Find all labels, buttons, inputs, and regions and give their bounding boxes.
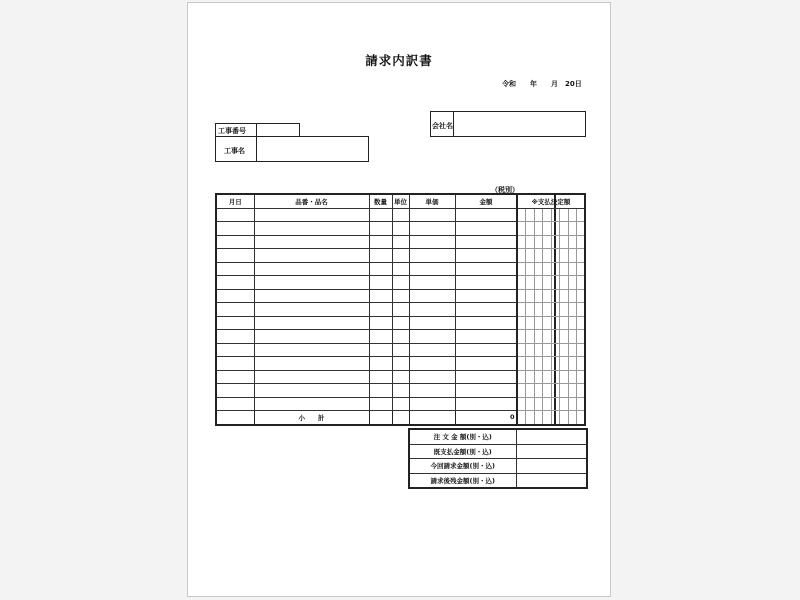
- approval-cell[interactable]: [551, 397, 560, 411]
- approval-cell[interactable]: [560, 370, 569, 384]
- table-row: [216, 249, 555, 263]
- approval-cell[interactable]: [526, 276, 535, 290]
- approval-cell[interactable]: [551, 411, 560, 425]
- approval-cell[interactable]: [517, 357, 526, 371]
- approval-cell[interactable]: [560, 303, 569, 317]
- approval-cell[interactable]: [534, 262, 543, 276]
- approval-cell[interactable]: [551, 303, 560, 317]
- cell-item-name[interactable]: [254, 222, 369, 236]
- approval-cell[interactable]: [534, 235, 543, 249]
- approval-cell[interactable]: [551, 330, 560, 344]
- approval-cell[interactable]: [568, 330, 577, 344]
- table-row: [216, 222, 555, 236]
- summary-row: [409, 459, 587, 474]
- cell-unit-price[interactable]: [409, 276, 455, 290]
- cell-item-name[interactable]: [254, 343, 369, 357]
- approval-cell[interactable]: [560, 316, 569, 330]
- cell-unit[interactable]: [392, 384, 409, 398]
- approval-cell[interactable]: [560, 330, 569, 344]
- approval-cell[interactable]: [577, 384, 586, 398]
- cell-quantity[interactable]: [369, 384, 392, 398]
- approval-cell[interactable]: [577, 208, 586, 222]
- summary-value[interactable]: [516, 444, 587, 459]
- approval-cell[interactable]: [517, 330, 526, 344]
- cell-unit[interactable]: [392, 303, 409, 317]
- cell-unit[interactable]: [392, 235, 409, 249]
- cell-unit-price[interactable]: [409, 343, 455, 357]
- cell-amount[interactable]: [455, 370, 517, 384]
- approval-cell[interactable]: [534, 316, 543, 330]
- job-number-field[interactable]: [258, 125, 297, 136]
- cell-date[interactable]: [216, 262, 254, 276]
- job-number-label: 工事番号: [218, 127, 246, 135]
- approval-row: [517, 276, 585, 290]
- cell-quantity[interactable]: [369, 316, 392, 330]
- approval-cell[interactable]: [551, 249, 560, 263]
- cell-unit[interactable]: [392, 208, 409, 222]
- approval-cell[interactable]: [551, 343, 560, 357]
- approval-cell[interactable]: [560, 411, 569, 425]
- cell-quantity[interactable]: [369, 330, 392, 344]
- cell-item-name[interactable]: [254, 384, 369, 398]
- cell-amount[interactable]: [455, 343, 517, 357]
- approval-cell[interactable]: [543, 222, 552, 236]
- approval-cell[interactable]: [526, 303, 535, 317]
- cell-item-name[interactable]: [254, 276, 369, 290]
- approval-cell[interactable]: [517, 262, 526, 276]
- approval-cell[interactable]: [577, 397, 586, 411]
- approval-header: ※支払決定額: [517, 194, 585, 208]
- approval-cell[interactable]: [526, 384, 535, 398]
- cell-quantity[interactable]: [369, 303, 392, 317]
- approval-cell[interactable]: [534, 330, 543, 344]
- cell-item-name[interactable]: [254, 316, 369, 330]
- approval-row: [517, 303, 585, 317]
- approval-row: [517, 330, 585, 344]
- table-row: [216, 316, 555, 330]
- cell-amount[interactable]: [455, 208, 517, 222]
- cell-item-name[interactable]: [254, 235, 369, 249]
- cell-quantity[interactable]: [369, 208, 392, 222]
- approval-cell[interactable]: [526, 289, 535, 303]
- approval-row: [517, 262, 585, 276]
- cell-unit-price[interactable]: [409, 357, 455, 371]
- table-row: [216, 330, 555, 344]
- cell-unit-price[interactable]: [409, 330, 455, 344]
- summary-label: 注 文 金 額(別・込): [409, 429, 516, 444]
- cell-unit-price[interactable]: [409, 262, 455, 276]
- header-unit-price: 単価: [409, 194, 455, 208]
- subtotal-value: 0: [455, 411, 517, 425]
- cell-amount[interactable]: [455, 316, 517, 330]
- cell-date[interactable]: [216, 316, 254, 330]
- approval-cell[interactable]: [551, 262, 560, 276]
- approval-cell[interactable]: [560, 276, 569, 290]
- cell-unit[interactable]: [392, 343, 409, 357]
- cell-unit-price[interactable]: [409, 222, 455, 236]
- approval-cell[interactable]: [551, 357, 560, 371]
- approval-cell[interactable]: [577, 289, 586, 303]
- cell-quantity[interactable]: [369, 276, 392, 290]
- cell-date[interactable]: [216, 370, 254, 384]
- cell-amount[interactable]: [455, 276, 517, 290]
- approval-cell[interactable]: [526, 249, 535, 263]
- approval-cell[interactable]: [568, 343, 577, 357]
- cell-date[interactable]: [216, 330, 254, 344]
- approval-cell[interactable]: [577, 262, 586, 276]
- cell-amount[interactable]: [455, 384, 517, 398]
- approval-cell[interactable]: [568, 249, 577, 263]
- approval-cell[interactable]: [577, 222, 586, 236]
- cell-unit[interactable]: [392, 316, 409, 330]
- approval-cell[interactable]: [534, 249, 543, 263]
- cell-amount[interactable]: [455, 397, 517, 411]
- cell-unit[interactable]: [392, 397, 409, 411]
- cell-amount[interactable]: [455, 249, 517, 263]
- approval-cell[interactable]: [517, 208, 526, 222]
- cell-unit-price[interactable]: [409, 208, 455, 222]
- summary-value[interactable]: [516, 429, 587, 444]
- approval-cell[interactable]: [526, 397, 535, 411]
- approval-cell[interactable]: [517, 276, 526, 290]
- cell-unit-price[interactable]: [409, 397, 455, 411]
- table-row: [216, 357, 555, 371]
- cell-quantity[interactable]: [369, 235, 392, 249]
- cell-item-name[interactable]: [254, 397, 369, 411]
- document-title: 請求内訳書: [365, 53, 433, 68]
- cell-date[interactable]: [216, 208, 254, 222]
- cell-amount[interactable]: [455, 222, 517, 236]
- approval-cell[interactable]: [577, 330, 586, 344]
- table-row: [216, 262, 555, 276]
- approval-cell[interactable]: [568, 235, 577, 249]
- approval-cell[interactable]: [517, 384, 526, 398]
- approval-cell[interactable]: [517, 316, 526, 330]
- approval-cell[interactable]: [517, 249, 526, 263]
- approval-cell[interactable]: [534, 289, 543, 303]
- approval-cell[interactable]: [534, 357, 543, 371]
- company-field[interactable]: [455, 114, 583, 134]
- approval-cell[interactable]: [526, 208, 535, 222]
- cell-item-name[interactable]: [254, 303, 369, 317]
- approval-cell[interactable]: [543, 357, 552, 371]
- approval-cell[interactable]: [560, 222, 569, 236]
- approval-cell[interactable]: [543, 370, 552, 384]
- approval-cell[interactable]: [551, 384, 560, 398]
- approval-row: [517, 222, 585, 236]
- approval-cell[interactable]: [543, 289, 552, 303]
- approval-cell[interactable]: [543, 397, 552, 411]
- approval-cell[interactable]: [551, 235, 560, 249]
- subtotal-label: 小 計: [254, 411, 369, 425]
- approval-cell[interactable]: [577, 303, 586, 317]
- approval-cell[interactable]: [534, 370, 543, 384]
- approval-cell[interactable]: [543, 262, 552, 276]
- approval-cell[interactable]: [517, 411, 526, 425]
- approval-cell[interactable]: [526, 370, 535, 384]
- cell-unit[interactable]: [392, 222, 409, 236]
- approval-cell[interactable]: [526, 222, 535, 236]
- approval-cell[interactable]: [526, 316, 535, 330]
- cell-item-name[interactable]: [254, 208, 369, 222]
- tax-note: （税別）: [491, 186, 519, 194]
- approval-cell[interactable]: [560, 397, 569, 411]
- cell-unit[interactable]: [392, 357, 409, 371]
- approval-row: [517, 343, 585, 357]
- approval-cell[interactable]: [526, 330, 535, 344]
- cell-unit-price[interactable]: [409, 316, 455, 330]
- header-date: 月日: [216, 194, 254, 208]
- approval-cell[interactable]: [517, 289, 526, 303]
- cell-unit-price[interactable]: [409, 384, 455, 398]
- approval-row: [517, 370, 585, 384]
- cell-amount[interactable]: [455, 289, 517, 303]
- approval-cell[interactable]: [568, 208, 577, 222]
- cell-quantity[interactable]: [369, 370, 392, 384]
- cell-date[interactable]: [216, 343, 254, 357]
- summary-label: 請求後残金額(別・込): [409, 473, 516, 488]
- cell-date[interactable]: [216, 289, 254, 303]
- approval-row: [517, 208, 585, 222]
- summary-table: [408, 428, 588, 489]
- table-row: [216, 303, 555, 317]
- summary-label: 既支払金額(別・込): [409, 444, 516, 459]
- job-number-box: [215, 123, 300, 137]
- approval-cell[interactable]: [534, 222, 543, 236]
- invoice-page: [187, 2, 611, 597]
- header-amount: 金額: [455, 194, 517, 208]
- cell-quantity[interactable]: [369, 343, 392, 357]
- cell-unit[interactable]: [392, 289, 409, 303]
- cell-quantity[interactable]: [369, 397, 392, 411]
- approval-cell[interactable]: [517, 303, 526, 317]
- approval-cell[interactable]: [568, 289, 577, 303]
- approval-cell[interactable]: [526, 235, 535, 249]
- detail-header-row: [216, 194, 555, 208]
- approval-cell[interactable]: [517, 397, 526, 411]
- cell-date[interactable]: [216, 357, 254, 371]
- cell-date[interactable]: [216, 249, 254, 263]
- summary-label: 今回請求金額(別・込): [409, 459, 516, 474]
- job-name-box: [215, 136, 369, 162]
- approval-cell[interactable]: [577, 276, 586, 290]
- approval-cell[interactable]: [568, 411, 577, 425]
- approval-cell[interactable]: [551, 276, 560, 290]
- table-row: [216, 343, 555, 357]
- header-quantity: 数量: [369, 194, 392, 208]
- approval-cell[interactable]: [543, 235, 552, 249]
- approval-cell[interactable]: [568, 303, 577, 317]
- approval-cell[interactable]: [568, 370, 577, 384]
- cell-amount[interactable]: [455, 262, 517, 276]
- approval-cell[interactable]: [551, 208, 560, 222]
- approval-cell[interactable]: [568, 384, 577, 398]
- approval-cell[interactable]: [517, 235, 526, 249]
- cell-unit[interactable]: [392, 370, 409, 384]
- approval-cell[interactable]: [551, 370, 560, 384]
- date-line: 令和 年 月 20日: [502, 80, 582, 88]
- approval-cell[interactable]: [560, 235, 569, 249]
- cell-unit-price[interactable]: [409, 303, 455, 317]
- cell-quantity[interactable]: [369, 222, 392, 236]
- approval-cell[interactable]: [568, 397, 577, 411]
- job-name-field[interactable]: [258, 139, 366, 159]
- cell-unit[interactable]: [392, 249, 409, 263]
- approval-cell[interactable]: [543, 316, 552, 330]
- cell-item-name[interactable]: [254, 370, 369, 384]
- approval-cell[interactable]: [560, 262, 569, 276]
- header-unit: 単位: [392, 194, 409, 208]
- company-label: 会社名: [432, 122, 453, 130]
- approval-cell[interactable]: [560, 208, 569, 222]
- approval-cell[interactable]: [534, 343, 543, 357]
- approval-row: [517, 411, 585, 425]
- approval-cell[interactable]: [543, 249, 552, 263]
- cell-unit-price[interactable]: [409, 289, 455, 303]
- header-item-name: 品番・品名: [254, 194, 369, 208]
- cell-quantity[interactable]: [369, 289, 392, 303]
- cell-amount[interactable]: [455, 303, 517, 317]
- cell-unit-price[interactable]: [409, 249, 455, 263]
- approval-row: [517, 384, 585, 398]
- cell-item-name[interactable]: [254, 289, 369, 303]
- summary-row: [409, 429, 587, 444]
- approval-cell[interactable]: [543, 330, 552, 344]
- approval-cell[interactable]: [551, 316, 560, 330]
- approval-cell[interactable]: [517, 343, 526, 357]
- approval-cell[interactable]: [534, 397, 543, 411]
- approval-cell[interactable]: [534, 411, 543, 425]
- approval-cell[interactable]: [568, 276, 577, 290]
- approval-cell[interactable]: [526, 357, 535, 371]
- approval-row: [517, 357, 585, 371]
- cell-unit-price[interactable]: [409, 235, 455, 249]
- approval-row: [517, 316, 585, 330]
- detail-table: [215, 193, 556, 426]
- cell-unit-price[interactable]: [409, 370, 455, 384]
- approval-grid: [516, 193, 586, 426]
- approval-cell[interactable]: [568, 222, 577, 236]
- cell-quantity[interactable]: [369, 262, 392, 276]
- approval-cell[interactable]: [543, 411, 552, 425]
- cell-item-name[interactable]: [254, 262, 369, 276]
- cell-quantity[interactable]: [369, 249, 392, 263]
- approval-cell[interactable]: [517, 222, 526, 236]
- cell-amount[interactable]: [455, 235, 517, 249]
- cell-date[interactable]: [216, 276, 254, 290]
- company-box: [430, 111, 586, 137]
- cell-quantity[interactable]: [369, 357, 392, 371]
- table-row: [216, 289, 555, 303]
- approval-cell[interactable]: [543, 384, 552, 398]
- cell-date[interactable]: [216, 397, 254, 411]
- approval-cell[interactable]: [577, 357, 586, 371]
- table-row: [216, 384, 555, 398]
- approval-cell[interactable]: [568, 316, 577, 330]
- approval-cell[interactable]: [543, 208, 552, 222]
- approval-cell[interactable]: [560, 357, 569, 371]
- approval-cell[interactable]: [526, 262, 535, 276]
- approval-cell[interactable]: [517, 370, 526, 384]
- approval-cell[interactable]: [568, 357, 577, 371]
- approval-cell[interactable]: [526, 343, 535, 357]
- approval-cell[interactable]: [560, 249, 569, 263]
- cell-item-name[interactable]: [254, 357, 369, 371]
- cell-unit[interactable]: [392, 262, 409, 276]
- approval-cell[interactable]: [534, 384, 543, 398]
- approval-cell[interactable]: [577, 411, 586, 425]
- cell-item-name[interactable]: [254, 330, 369, 344]
- approval-cell[interactable]: [560, 384, 569, 398]
- cell-date[interactable]: [216, 303, 254, 317]
- approval-cell[interactable]: [577, 235, 586, 249]
- cell-item-name[interactable]: [254, 249, 369, 263]
- approval-cell[interactable]: [577, 370, 586, 384]
- approval-cell[interactable]: [560, 343, 569, 357]
- table-row: [216, 276, 555, 290]
- approval-cell[interactable]: [543, 276, 552, 290]
- approval-cell[interactable]: [534, 208, 543, 222]
- approval-cell[interactable]: [568, 262, 577, 276]
- approval-row: [517, 235, 585, 249]
- approval-cell[interactable]: [551, 222, 560, 236]
- cell-amount[interactable]: [455, 330, 517, 344]
- subtotal-row: [216, 411, 555, 425]
- summary-value[interactable]: [516, 459, 587, 474]
- approval-cell[interactable]: [551, 289, 560, 303]
- approval-cell[interactable]: [577, 343, 586, 357]
- approval-cell[interactable]: [543, 303, 552, 317]
- cell-unit[interactable]: [392, 276, 409, 290]
- approval-cell[interactable]: [577, 316, 586, 330]
- approval-cell[interactable]: [526, 411, 535, 425]
- summary-value[interactable]: [516, 473, 587, 488]
- cell-amount[interactable]: [455, 357, 517, 371]
- cell-date[interactable]: [216, 222, 254, 236]
- approval-cell[interactable]: [534, 303, 543, 317]
- table-row: [216, 370, 555, 384]
- approval-row: [517, 397, 585, 411]
- table-row: [216, 397, 555, 411]
- job-name-label: 工事名: [224, 147, 245, 155]
- table-row: [216, 208, 555, 222]
- summary-row: [409, 473, 587, 488]
- summary-row: [409, 444, 587, 459]
- approval-cell[interactable]: [534, 276, 543, 290]
- approval-cell[interactable]: [577, 249, 586, 263]
- cell-unit[interactable]: [392, 330, 409, 344]
- approval-cell[interactable]: [560, 289, 569, 303]
- approval-row: [517, 249, 585, 263]
- approval-cell[interactable]: [543, 343, 552, 357]
- cell-date[interactable]: [216, 384, 254, 398]
- table-row: [216, 235, 555, 249]
- cell-date[interactable]: [216, 235, 254, 249]
- approval-row: [517, 289, 585, 303]
